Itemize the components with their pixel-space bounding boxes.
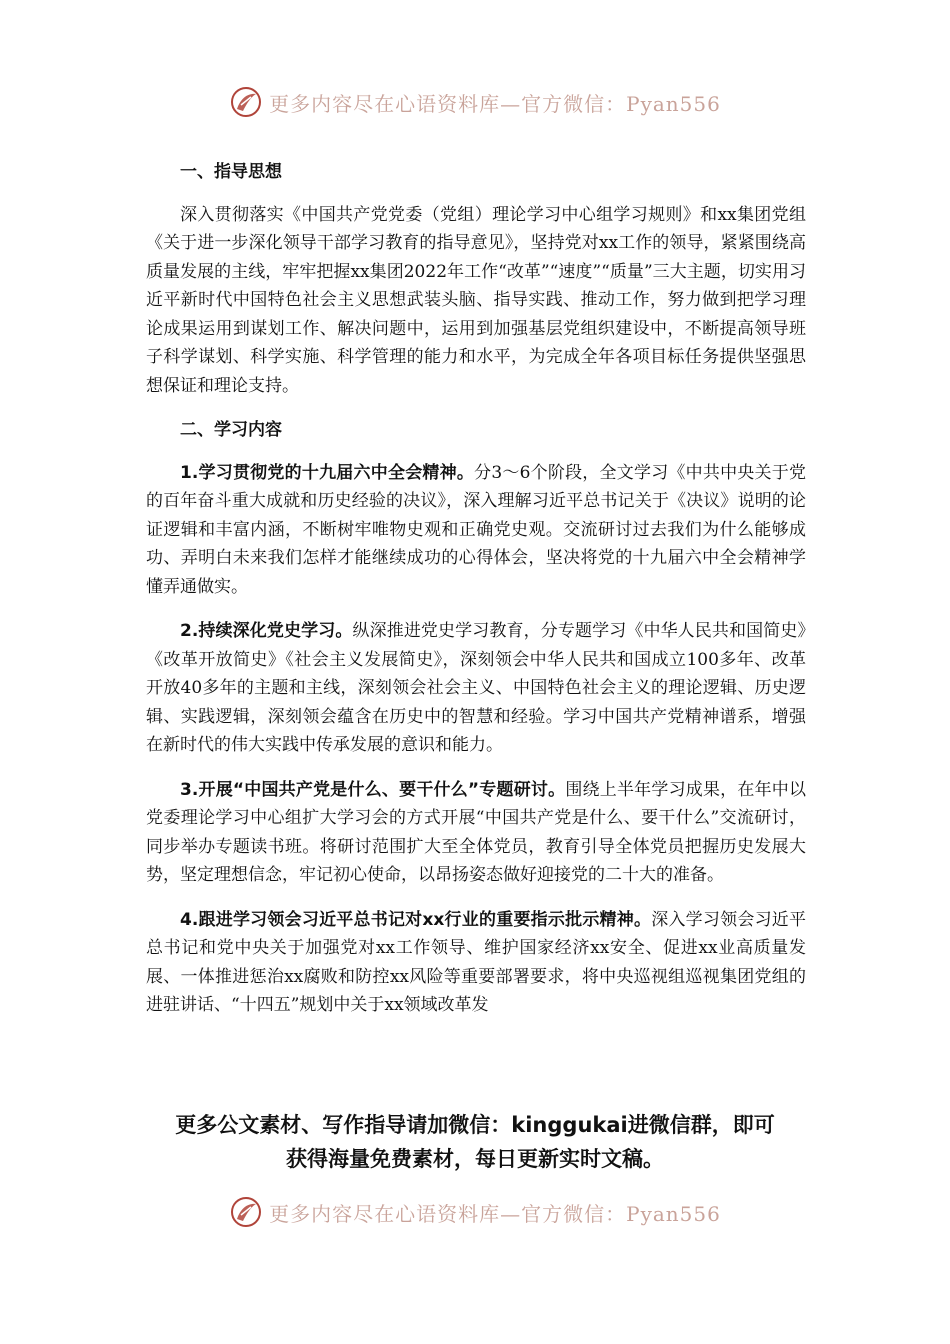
- section-heading-study-content: 二、学习内容: [180, 420, 282, 440]
- study-item-body: 围绕上半年学习成果，在年中以党委理论学习中心组扩大学习会的方式开展“中国共产党是什么、要干什么”交流研讨，同步举办专题读书班。将研讨范围扩大至全体党员，教育引导全体党员把握历史发展大势，坚定理想信念，牢记初心使命，以昂扬姿态做好迎接党的二十大的准备。: [146, 779, 807, 885]
- study-item-lead: 4.跟进学习领会习近平总书记对xx行业的重要指示批示精神。: [180, 909, 652, 930]
- study-item-lead: 2.持续深化党史学习。: [180, 621, 353, 641]
- study-item-lead: 3.开展“中国共产党是什么、要干什么”专题研讨。: [180, 779, 566, 800]
- promo-notice-line-1: 更多公文素材、写作指导请加微信：kinggukai进微信群，即可: [175, 1113, 775, 1137]
- header-watermark-banner: [0, 82, 950, 122]
- brand-logo-icon: [229, 85, 263, 119]
- paragraph-guiding-ideology: 深入贯彻落实《中国共产党党委（党组）理论学习中心组学习规则》和xx集团党组《关于进一步深化领导干部学习教育的指导意见》，坚持党对xx工作的领导，紧紧围绕高质量发展的主线，牢牢把握xx集团2022年工作“改革”“速度”“质量”三大主题，切实用习近平新时代中国特色社会主义思想武装头脑、指导实践、推动工作，努力做到把学习理论成果运用到谋划工作、解决问题中，运用到加强基层党组织建设中，不断提高领导班子科学谋划、科学实施、科学管理的能力和水平，为完成全年各项目标任务提供坚强思想保证和理论支持。: [146, 204, 806, 396]
- study-item-body: 纵深推进党史学习教育，分专题学习《中华人民共和国简史》《改革开放简史》《社会主义发展简史》，深刻领会中华人民共和国成立100多年、改革开放40多年的主题和主线，深刻领会社会主义、中国特色社会主义的理论逻辑、历史逻辑、实践逻辑，深刻领会蕴含在历史中的智慧和经验。学习中国共产党精神谱系，增强在新时代的伟大实践中传承发展的意识和能力。: [146, 621, 807, 755]
- study-item-4: [146, 906, 806, 1020]
- watermark-text: 更多内容尽在心语资料库—官方微信：Pyan556: [269, 1201, 721, 1226]
- study-item-lead: 1.学习贯彻党的十九届六中全会精神。: [180, 462, 475, 483]
- promo-notice-line-2: 获得海量免费素材，每日更新实时文稿。: [286, 1147, 664, 1171]
- section-heading-guiding-ideology: 一、指导思想: [180, 162, 282, 182]
- promo-notice: [0, 1108, 950, 1176]
- study-item-2: [146, 617, 806, 760]
- study-item-3: [146, 776, 806, 890]
- watermark-text: 更多内容尽在心语资料库—官方微信：Pyan556: [269, 91, 721, 116]
- footer-watermark-banner: [0, 1192, 950, 1232]
- study-item-body: 分3～6个阶段，全文学习《中共中央关于党的百年奋斗重大成就和历史经验的决议》，深入理解习近平总书记关于《决议》说明的论证逻辑和丰富内涵，不断树牢唯物史观和正确党史观。交流研讨过去我们为什么能够成功、弄明白未来我们怎样才能继续成功的心得体会，坚决将党的十九届六中全会精神学懂弄通做实。: [146, 462, 806, 597]
- study-item-body: 深入学习领会习近平总书记和党中央关于加强党对xx工作领导、维护国家经济xx安全、促进xx业高质量发展、一体推进惩治xx腐败和防控xx风险等重要部署要求，将中央巡视组巡视集团党组的进驻讲话、“十四五”规划中关于xx领域改革发: [146, 909, 807, 1015]
- document-body: [146, 158, 806, 1036]
- study-item-1: [146, 459, 806, 602]
- brand-logo-icon: [229, 1195, 263, 1229]
